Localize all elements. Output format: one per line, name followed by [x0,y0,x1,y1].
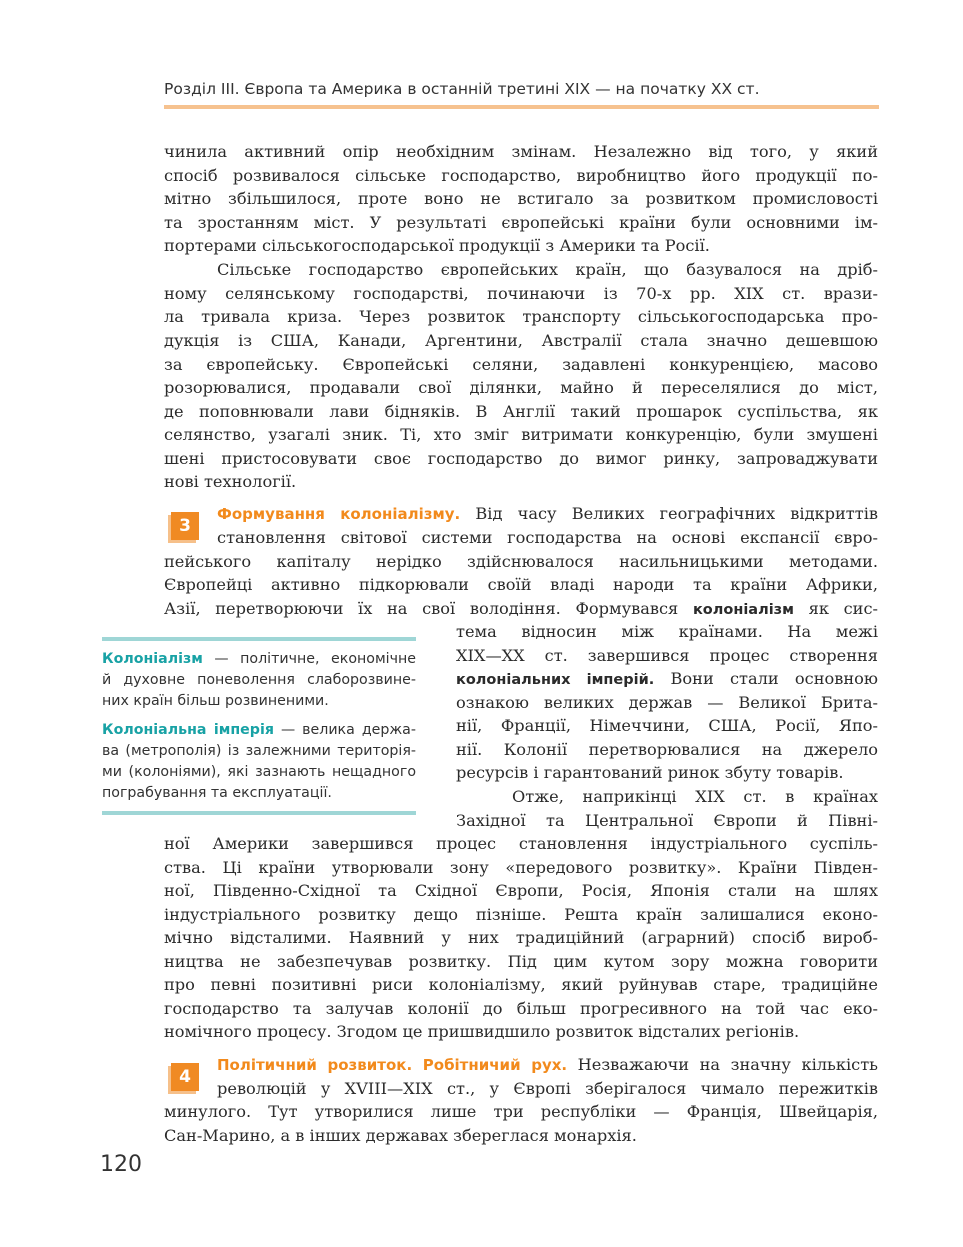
glossary-line: ва (метрополія) із залежними територія- [102,743,416,759]
text-line: розорювалися, продавали свої ділянки, майно й переселялися до міст, [164,378,878,397]
text-line: селянство, узагалі зник. Ті, хто зміг витримати конкуренцію, були змушені [164,425,878,444]
glossary-term-colonialism: Колоніалізм [102,651,203,667]
text-line: Західної та Центральної Європи й Півні- [456,811,878,830]
section-3-first-line: Формування колоніалізму. Від часу Великих географічних відкриттів [217,504,879,523]
text-line: Сан-Марино, а в інших державах збереглася монархія. [164,1126,637,1145]
text-line: ХІХ—ХХ ст. завершився процес створення [456,646,878,665]
section-4-title: Політичний розвиток. Робітничий рух. [217,1056,568,1074]
section-4-badge: 4 [171,1063,199,1091]
section-3-badge: 3 [171,512,199,540]
text-line: ла тривала криза. Через розвиток транспорту сільськогосподарська про- [164,307,878,326]
text-line: за європейську. Європейські селяни, задавлені конкуренцією, масово [164,355,878,374]
text-line: ної, Південно-Східної та Східної Європи, Росія, Японія стали на шлях [164,881,878,900]
text-line: ознакою великих держав — Великої Брита- [456,693,878,712]
glossary-line: й духовне поневолення слаборозвине- [102,672,416,688]
glossary-line: Колоніалізм — політичне, економічне [102,651,416,667]
text-line: про певні позитивні риси колоніалізму, який руйнував старе, традиційне [164,975,878,994]
text-line: революцій у ХVІІІ—ХІХ ст., у Європі зберігалося чимало пережитків [217,1079,878,1098]
text-line: та зростанням міст. У результаті європейські країни були основними ім- [164,213,878,232]
text-line: де поповнювали лави бідняків. В Англії такий прошарок суспільства, як [164,402,878,421]
text-line: пейського капіталу нерідко здійснювалося насильницькими методами. [164,552,878,571]
text-line: тема відносин між країнами. На межі [456,622,878,641]
page-number: 120 [100,1152,142,1177]
text-line: ресурсів і гарантований ринок збуту товарів. [456,763,844,782]
text-line: ному селянському господарстві, починаючи із 70-х рр. ХІХ ст. врази- [164,284,878,303]
text-line: шені пристосовувати своє господарство до вимог ринку, запроваджувати [164,449,878,468]
term-colonialism: колоніалізм [692,602,794,618]
text-line: колоніальних імперій. Вони стали основною [456,669,878,688]
text-line: нії, Франції, Німеччини, США, Росії, Япо- [456,716,878,735]
text-line: номічного процесу. Згодом це пришвидшило розвиток відсталих регіонів. [164,1022,800,1041]
text-line: становлення світової системи господарства на основі експансії євро- [217,528,878,547]
glossary-line: ми (колоніями), які зазнають нещадного [102,764,416,780]
text-line: господарство та залучав колонії до більш прогресивного на той час еко- [164,999,878,1018]
text-line: минулого. Тут утворилися лише три республіки — Франція, Швейцарія, [164,1102,878,1121]
glossary-term-colonial-empire: Колоніальна імперія [102,722,274,738]
section-4-first-line: Політичний розвиток. Робітничий рух. Незважаючи на значну кількість [217,1055,878,1074]
text-line: ної Америки завершився процес становлення індустріального суспіль- [164,834,878,853]
text-line: портерами сільськогосподарської продукції з Америки та Росії. [164,236,710,255]
glossary-line: Колоніальна імперія — велика держа- [102,722,416,738]
glossary-line: них країн більш розвиненими. [102,693,329,709]
text-line: Сільське господарство європейських країн, що базувалося на дріб- [217,260,878,279]
glossary-line: пограбування та експлуатації. [102,785,332,801]
text-line: Європейці активно підкорювали своїй владі народи та країни Африки, [164,575,878,594]
text-line: Азії, перетворюючи їх на свої володіння. Формувався колоніалізм як сис- [164,599,878,618]
text-line: ництва не забезпечував розвитку. Під цим кутом зору можна говорити [164,952,878,971]
glossary-top-rule [102,637,416,641]
text-line: Отже, наприкінці ХІХ ст. в країнах [512,787,878,806]
glossary-bottom-rule [102,811,416,815]
running-header: Розділ ІІІ. Європа та Америка в останній третині ХІХ — на початку ХХ ст. [164,80,760,98]
text-line: нові технології. [164,472,297,491]
text-line: чинила активний опір необхідним змінам. Незалежно від того, у який [164,142,878,161]
text-line: нії. Колонії перетворювалися на джерело [456,740,878,759]
section-3-title: Формування колоніалізму. [217,505,461,523]
text-line: ства. Ці країни утворювали зону «передового розвитку». Країни Півден- [164,858,878,877]
text-line: спосіб розвивалося сільське господарство, виробництво його продукції по- [164,166,878,185]
header-rule [164,105,879,109]
term-colonial-empires: колоніальних імперій. [456,672,655,688]
text-line: дукція із США, Канади, Аргентини, Австралії стала значно дешевшою [164,331,878,350]
text-line: мічно відсталими. Наявний у них традиційний (аграрний) спосіб вироб- [164,928,878,947]
text-line: індустріального розвитку дещо пізніше. Решта країн залишалися еконо- [164,905,878,924]
text-line: мітно збільшилося, проте воно не встигало за розвитком промисловості [164,189,878,208]
